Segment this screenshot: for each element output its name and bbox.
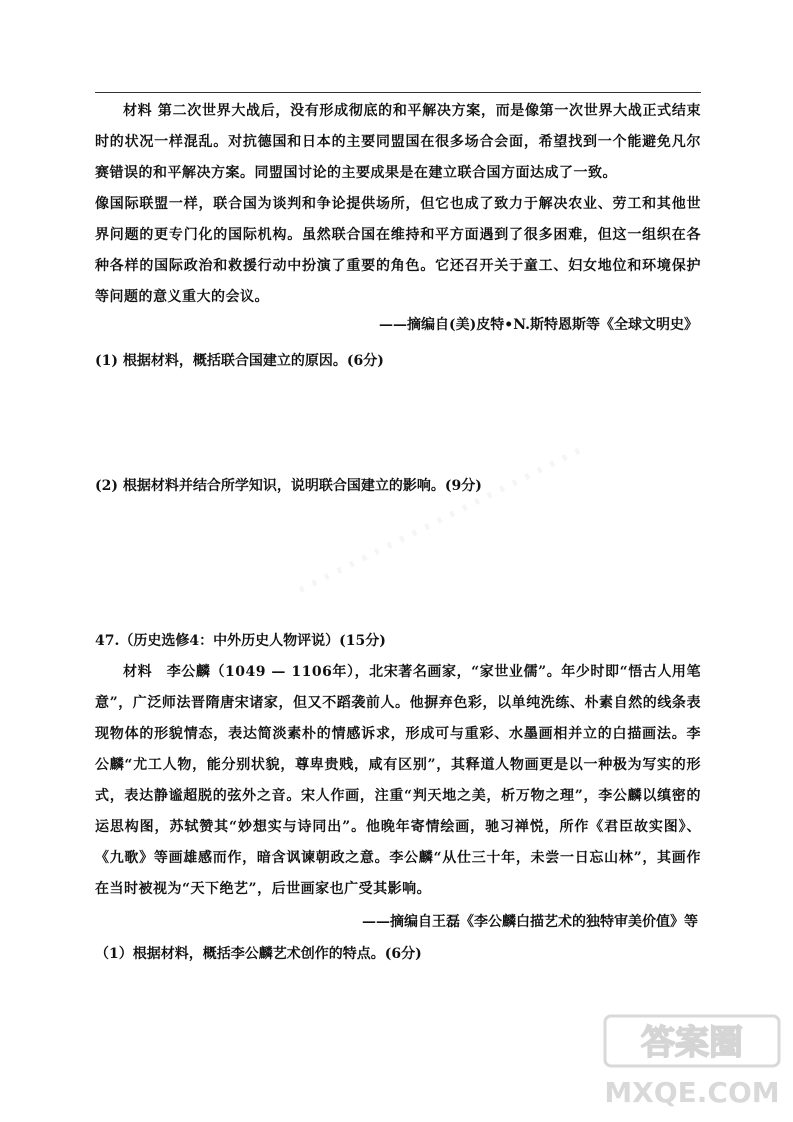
question-47-1: （1）根据材料，概括李公麟艺术创作的特点。(6分) [95, 946, 422, 962]
material-paragraph-47: 材料 李公麟（1049 — 1106年），北宋著名画家，“家世业儒”。年少时即“悟古人用笔意”，广泛师法晋隋唐宋诸家，但又不蹈袭前人。他摒弃色彩，以单纯洗练、朴素自然的线条表现物体的形貌情态，表达简淡素朴的情感诉求，形成可与重彩、水墨画相并立的白描画法。李公麟“尤工人物，能分别状貌，尊卑贵贱，咸有区别”，其释道人物画更是以一种极为写实的形式，表达静谧超脱的弦外之音。宋人作画，注重“判天地之美，析万物之理”，李公麟以缜密的运思构图，苏轼赞其“妙想实与诗同出”。他晚年寄情绘画，驰习禅悦，所作《君臣故实图》、《九歌》等画雄感而作，暗含讽谏朝政之意。李公麟“从仕三十年，未尝一日忘山林”，其画作在当时被视为“天下绝艺”，后世画家也广受其影响。 [95, 664, 701, 897]
material-source-47: ——摘编自王磊《李公麟白描艺术的独特审美价值》等 [362, 914, 698, 930]
material-source-46: ——摘编自(美)皮特•N.斯特恩斯等《全球文明史》 [379, 317, 698, 333]
watermark-logo-text: 答案圈 [641, 1023, 743, 1063]
material-paragraph-2: 像国际联盟一样，联合国为谈判和争论提供场所，但它也成了致力于解决农业、劳工和其他世界问题的更专门化的国际机构。虽然联合国在维持和平方面遇到了很多困难，但这一组织在各种各样的国际政治和救援行动中扮演了重要的角色。它还召开关于童工、妇女地位和环境保护等问题的意义重大的会议。 [95, 196, 701, 305]
question-46-1: (1) 根据材料，概括联合国建立的原因。(6分) [95, 353, 384, 369]
question-47-heading: 47.（历史选修4：中外历史人物评说）(15分) [95, 633, 386, 649]
faint-diagonal-watermark [290, 440, 590, 600]
top-rule [95, 92, 701, 93]
site-logo-watermark [603, 1012, 781, 1112]
watermark-site-text: MXQE.COM [604, 1076, 780, 1109]
material-paragraph-1: 材料 第二次世界大战后，没有形成彻底的和平解决方案，而是像第一次世界大战正式结束时的状况一样混乱。对抗德国和日本的主要同盟国在很多场合会面，希望找到一个能避免凡尔赛错误的和平解决方案。同盟国讨论的主要成果是在建立联合国方面达成了一致。 [95, 103, 701, 181]
question-46-2: (2) 根据材料并结合所学知识，说明联合国建立的影响。(9分) [95, 478, 482, 494]
